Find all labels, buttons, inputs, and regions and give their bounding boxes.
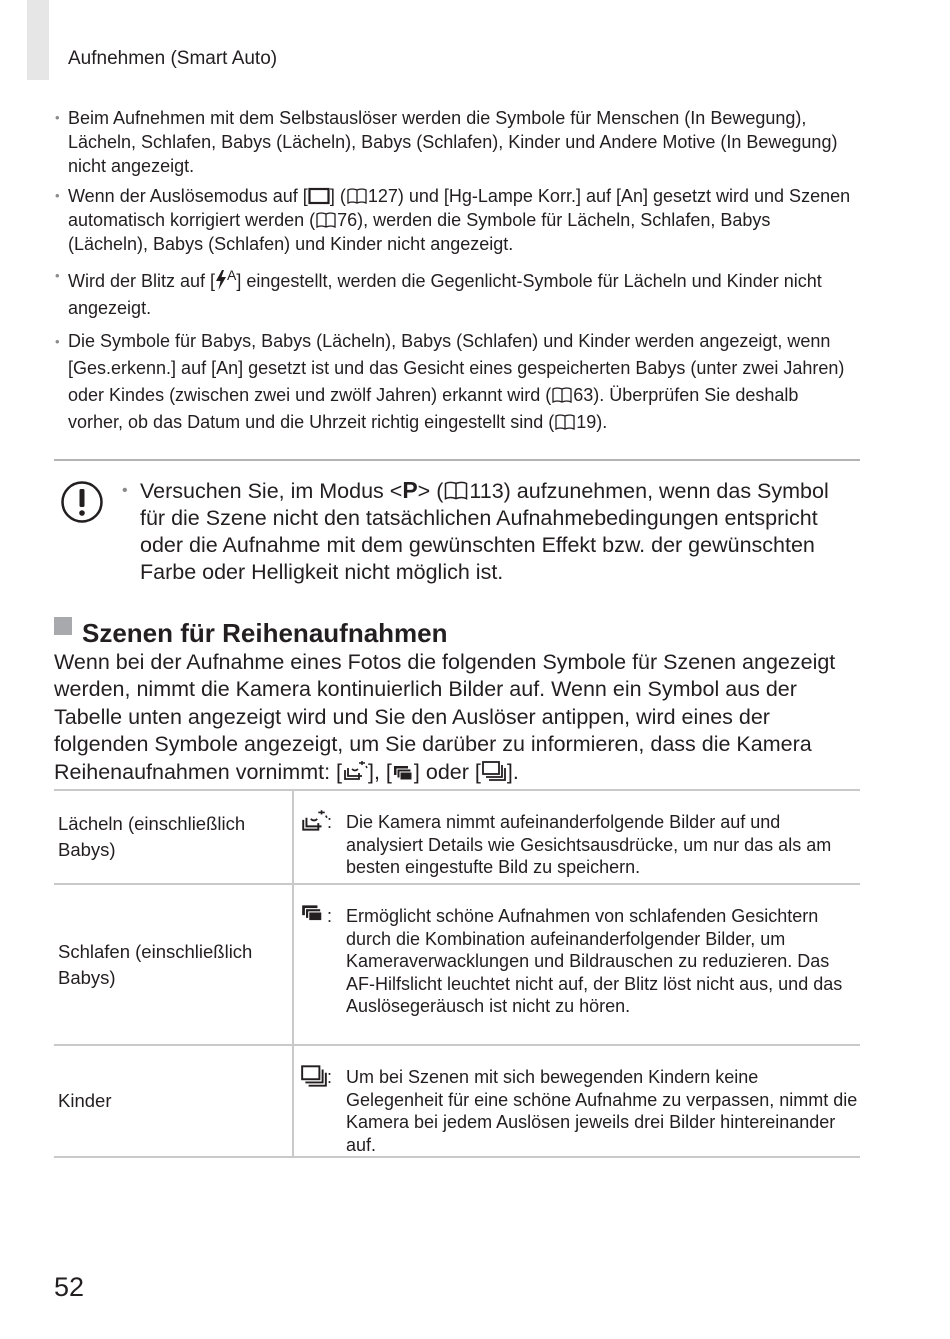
sleep-continuous-icon: [300, 903, 324, 923]
table-row: [54, 885, 860, 1046]
intro-text: ], [: [368, 759, 392, 784]
note-text: Beim Aufnehmen mit dem Selbstauslöser werden die Symbole für Menschen (In Bewegung), Lächeln, Schlafen, Babys (Lächeln), Babys (Schlafen), Kinder und Andere Motive (In Bewegung) nicht angezeigt.: [68, 108, 838, 176]
page-number: 52: [54, 1272, 85, 1302]
note-item: [55, 106, 855, 178]
intro-text: ].: [506, 759, 519, 784]
note-item: [55, 262, 855, 322]
note-text: ) und [Hg-Lampe Korr.] auf [An] gesetzt wird und Szenen automatisch korrigiert werden (: [68, 186, 851, 230]
book-reference-icon: [346, 187, 368, 205]
divider: [54, 459, 860, 461]
notes-list: [55, 106, 855, 442]
caution-text-part: Versuchen Sie, im Modus <: [140, 479, 403, 503]
page-ref: 19: [576, 412, 597, 432]
smile-continuous-icon: [342, 760, 368, 782]
note-text: Wenn der Auslösemodus auf [: [68, 186, 308, 206]
colon: :: [327, 1067, 333, 1087]
note-text: ] eingestellt, werden die Gegenlicht-Symbole für Lächeln und Kinder nicht angezeigt.: [68, 271, 822, 318]
scene-table: [54, 789, 860, 1158]
note-text: ] (: [329, 186, 346, 206]
note-text: ). Überprüfen Sie deshalb vorher, ob das Datum und die Uhrzeit richtig eingestellt sind (: [68, 385, 799, 432]
scene-description: Um bei Szenen mit sich bewegenden Kindern keine Gelegenheit für eine schöne Aufnahme zu verpassen, nimmt die Kamera bei jedem Auslösen jeweils drei Bilder hintereinander auf.: [346, 1067, 858, 1155]
caution-text-part: ) aufzunehmen, wenn das Symbol für die Szene nicht den tatsächlichen Aufnahmebedingungen entspricht oder die Aufnahme mit dem gewünschten Effekt bzw. der gewünschten Farbe oder Helligkeit nicht möglich ist.: [140, 479, 829, 584]
mode-p-label: P: [402, 477, 418, 503]
book-reference-icon: [554, 413, 576, 431]
scene-description-cell: [294, 885, 860, 1044]
colon: :: [327, 812, 333, 832]
note-item: [55, 184, 855, 256]
scene-description-cell: [294, 1046, 860, 1156]
flash-icon: [215, 270, 227, 290]
book-reference-icon: [443, 480, 469, 501]
chapter-tab: [27, 0, 49, 80]
scene-name: Schlafen (einschließlich Babys): [54, 885, 294, 1044]
note-text: ).: [596, 412, 608, 432]
book-reference-icon: [551, 386, 573, 404]
caution-icon: [60, 480, 104, 524]
caution-text-part: > (: [417, 479, 444, 503]
intro-text: Wenn bei der Aufnahme eines Fotos die folgenden Symbole für Szenen angezeigt werden, nimmt die Kamera kontinuierlich Bilder auf. Wenn ein Symbol aus der Tabelle unten angezeigt wird und Sie den Auslöser antippen, wird eines der folgenden Symbole angezeigt, um Sie darüber zu informieren, dass die Kamera Reihenaufnahmen vornimmt: [: [54, 650, 836, 784]
smile-continuous-icon: [300, 809, 328, 833]
single-shot-icon: [308, 187, 330, 205]
caution-text: [140, 477, 850, 586]
children-continuous-icon: [481, 760, 507, 782]
note-text: Wird der Blitz auf [: [68, 271, 216, 291]
section-marker: [54, 617, 72, 635]
section-title: Szenen für Reihenaufnahmen: [82, 618, 448, 648]
page-ref: 127: [367, 186, 398, 206]
book-reference-icon: [315, 211, 337, 229]
page-ref: 76: [337, 210, 358, 230]
note-text: ), werden die Symbole für Lächeln, Schlafen, Babys (Lächeln), Babys (Schlafen) und Kinder nicht angezeigt.: [68, 210, 771, 254]
scene-name: Kinder: [54, 1046, 294, 1156]
scene-description: Ermöglicht schöne Aufnahmen von schlafenden Gesichtern durch die Kombination aufeinanderfolgender Bilder, um Kameraverwacklungen und Bildrauschen zu reduzieren. Das AF-Hilfslicht leuchtet nicht auf, der Blitz löst nicht aus, und das Auslösegeräusch ist nicht zu hören.: [346, 906, 843, 1016]
scene-description: Die Kamera nimmt aufeinanderfolgende Bilder auf und analysiert Details wie Gesichtsausdrücke, um nur das als am besten eingestufte Bild zu speichern.: [346, 812, 832, 877]
note-item: [55, 328, 855, 436]
children-continuous-icon: [300, 1064, 328, 1088]
table-row: [54, 791, 860, 885]
flash-auto-sup: A: [227, 267, 237, 283]
page-ref: 63: [573, 385, 594, 405]
page-ref: 113: [469, 479, 504, 503]
intro-text: ] oder [: [413, 759, 481, 784]
scene-description-cell: [294, 791, 860, 883]
colon: :: [327, 906, 333, 926]
table-row: [54, 1046, 860, 1158]
scene-name: Lächeln (einschließlich Babys): [54, 791, 294, 883]
note-text: Die Symbole für Babys, Babys (Lächeln), Babys (Schlafen) und Kinder werden angezeigt, wenn [Ges.erkenn.] auf [An] gesetzt ist und das Gesicht eines gespeicherten Babys (unter zwei Jahren) oder Kindes (zwischen zwei und zwölf Jahren) erkannt wird (: [68, 331, 845, 405]
sleep-continuous-icon: [392, 764, 414, 782]
running-header: Aufnehmen (Smart Auto): [68, 48, 278, 69]
section-intro: [54, 649, 864, 786]
